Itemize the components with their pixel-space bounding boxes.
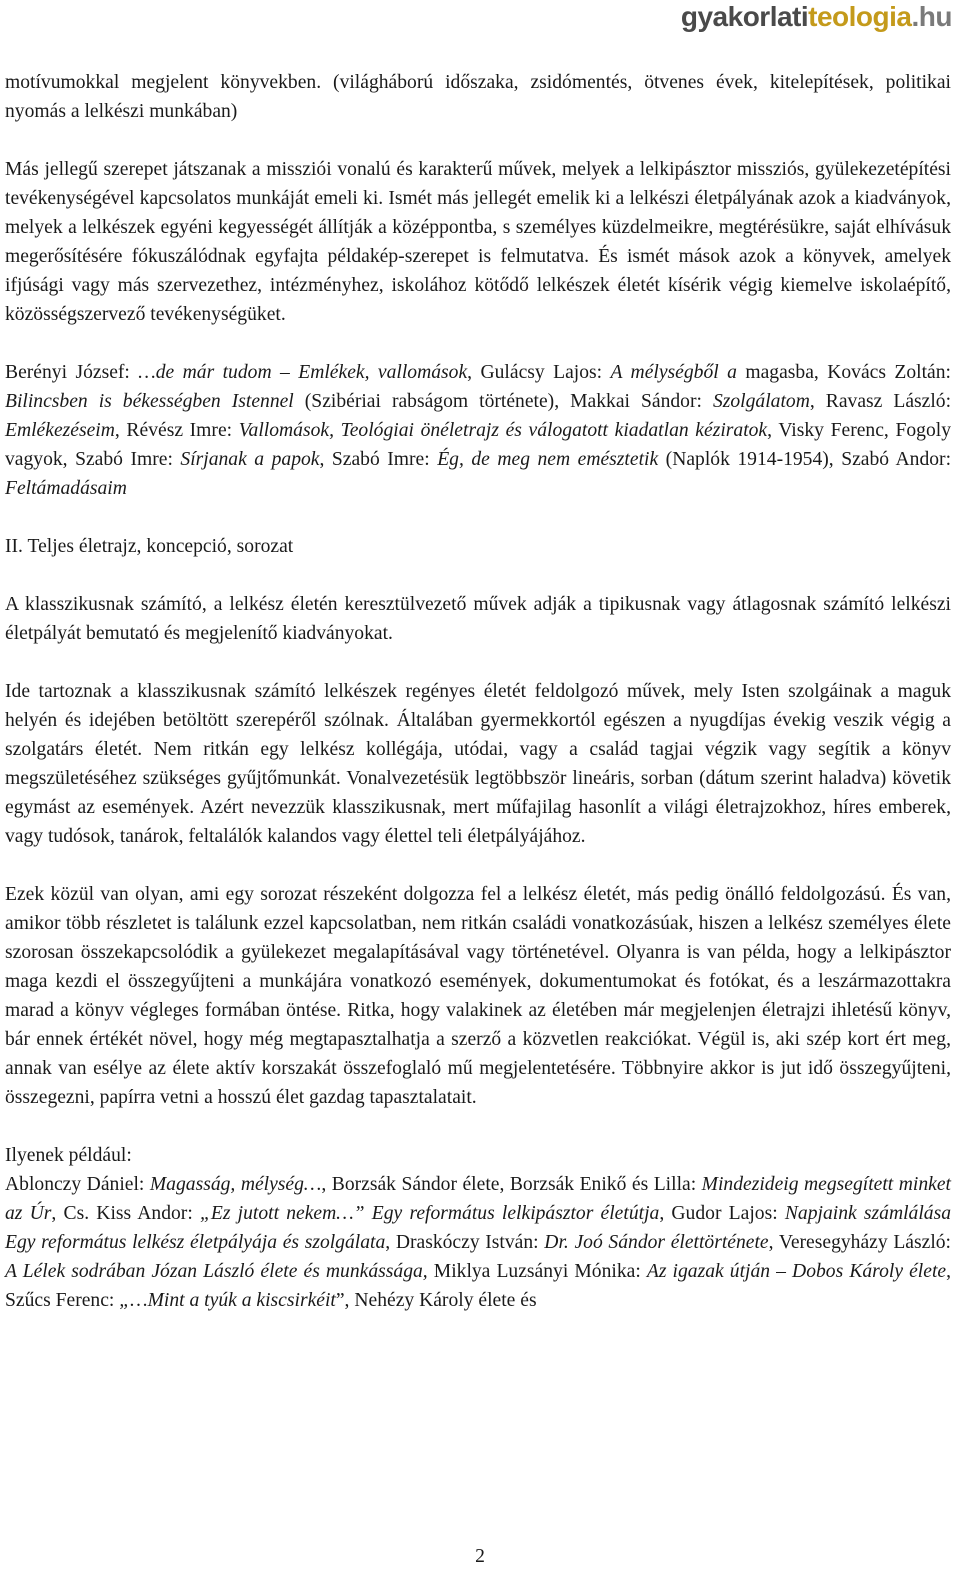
logo-part-teologia: teologia (808, 1, 912, 32)
book-list-2: Ablonczy Dániel: Magasság, mélység…, Borzsák Sándor élete, Borzsák Enikő és Lilla: Mindezideig megsegített minket az Úr, Cs. Kiss Andor: „Ez jutott nekem…” Egy református lelkipásztor életútja, Gudor Lajos: Napjaink számlálása Egy református lelkész életpályája és szolgálata, Draskóczy István: Dr. Joó Sándor élettörténete, Veresegyházy László: A Lélek sodrában Józan László élete és munkássága, Miklya Luzsányi Mónika: Az igazak útján – Dobos Károly élete, Szűcs Ferenc: „…Mint a tyúk a kiscsirkéit”, Nehézy Károly élete és (5, 1174, 951, 1311)
page-number: 2 (475, 1546, 485, 1567)
book-list-1: Berényi József: …de már tudom – Emlékek, vallomások, Gulácsy Lajos: A mélységből a magasba, Kovács Zoltán: Bilincsben is békességben Istennel (Szibériai rabságom története), Makkai Sándor: Szolgálatom, Ravasz László: Emlékezéseim, Révész Imre: Vallomások, Teológiai önéletrajz és válogatott kiadatlan kéziratok, Visky Ferenc, Fogoly vagyok, Szabó Imre: Sírjanak a papok, Szabó Imre: Ég, de meg nem emésztetik (Naplók 1914-1954), Szabó Andor: Feltámadásaim (5, 362, 952, 499)
paragraph-4: A klasszikusnak számító, a lelkész életén keresztülvezető művek adják a tipikusnak vagy átlagosnak számító lelkészi életpályát bemutató és megjelenítő kiadványokat. (5, 594, 951, 644)
logo-part-hu: .hu (911, 1, 952, 32)
paragraph-5: Ide tartoznak a klasszikusnak számító lelkészek regényes életét feldolgozó művek, mely Isten szolgáinak a maguk helyén és idejében betöltött szerepéről szólnak. Általában gyermekkortól egészen a nyugdíjas évekig veszik végig a szolgatárs életét. Nem ritkán egy lelkész kollégája, utódai, vagy a család tagjai végzik vagy segítik a könyv megszületéséhez szükséges gyűjtőmunkát. Vonalvezetésük legtöbbször lineáris, sorban (dátum szerint haladva) követik egymást az események. Azért nevezzük klasszikusnak, mert műfajilag hasonlít a világi életrajzokhoz, híres emberek, vagy tudósok, tanárok, feltalálók kalandos vagy élettel teli életpályájához. (5, 681, 951, 847)
site-logo[interactable] (681, 0, 952, 34)
paragraph-1: motívumokkal megjelent könyvekben. (világháború időszaka, zsidómentés, ötvenes évek, kitelepítések, politikai nyomás a lelkészi munkában) (5, 72, 951, 122)
document-body (5, 68, 951, 1315)
logo-part-gyakorlati: gyakorlati (680, 1, 809, 32)
paragraph-6: Ezek közül van olyan, ami egy sorozat részeként dolgozza fel a lelkész életét, más pedig önálló feldolgozású. És van, amikor több részletet is találunk ezzel kapcsolatban, nem ritkán családi vonatkozásúak, hiszen a lelkész személyes élete szorosan összekapcsolódik a gyülekezet megalapításával vagy történetével. Olyanra is van példa, hogy a lelkipásztor maga kezdi el összegyűjteni a munkájára vonatkozó események, dokumentumokat és fotókat, és a leszármazottakra marad a könyv végleges formában öntése. Ritka, hogy valakinek az életében már megjelenjen életrajzi ihletésű könyv, bár ennek értékét növel, hogy még megtapasztalhatja a szerző a közvetlen reakciókat. Végül is, aki szép kort ért meg, annak van esélye az élete aktív korszakát összefoglaló mű megjelentetésére. Többnyire akkor is jut idő összegyűjteni, összegezni, papírra vetni a hosszú élet gazdag tapasztalatait. (5, 884, 951, 1108)
paragraph-2: Más jellegű szerepet játszanak a missziói vonalú és karakterű művek, melyek a lelkipásztor missziós, gyülekezetépítési tevékenységével kapcsolatos munkáját emeli ki. Ismét más jellegét emelik ki a lelkészi életpályának azok a kiadványok, melyek a lelkészek egyéni kegyességét állítják a középpontba, s személyes küzdelmeikre, megtérésükre, saját elhívásuk megerősítésére fókuszálódnak egyfajta példakép-szerepet is felmutatva. És ismét mások azok a könyvek, amelyek ifjúsági vagy más szervezethez, intézményhez, iskolához kötődő lelkészek életét kísérik végig kiemelve iskolaépítő, közösségszervező tevékenységüket. (5, 159, 951, 325)
section-heading: II. Teljes életrajz, koncepció, sorozat (5, 536, 294, 557)
examples-intro: Ilyenek például: (5, 1145, 132, 1166)
